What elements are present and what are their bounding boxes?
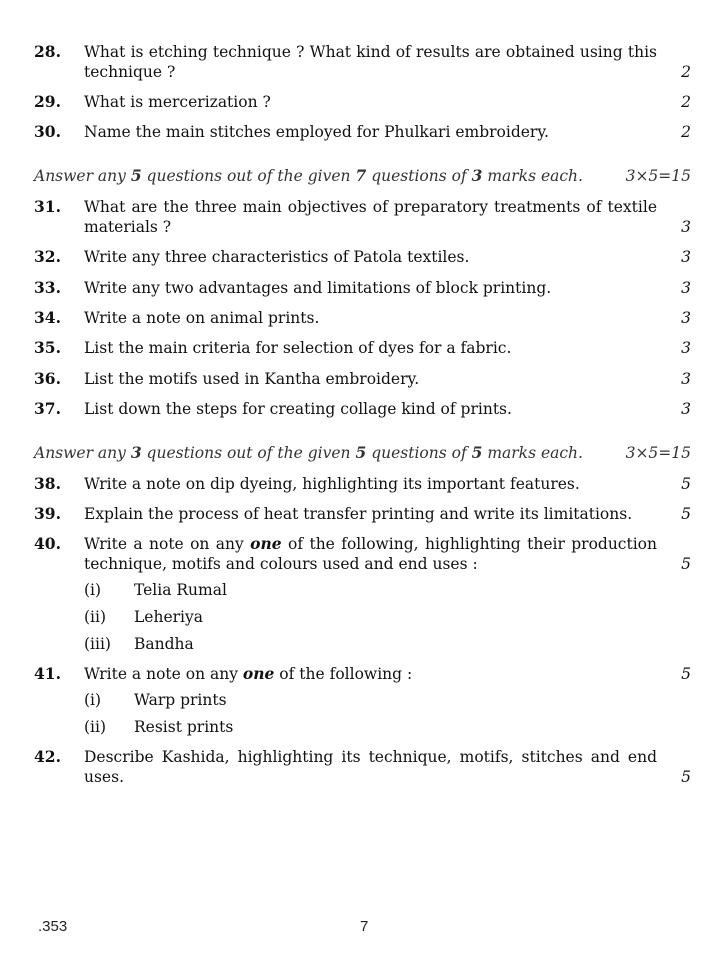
question-number: 39. <box>34 504 61 523</box>
question-marks: 5 <box>681 475 691 493</box>
question-text: Write any two advantages and limitations of block printing. <box>84 279 552 297</box>
question-number: 41. <box>34 664 61 683</box>
question-42 <box>34 747 691 787</box>
option-label: (iii) <box>84 635 111 653</box>
question-number: 34. <box>34 308 61 327</box>
option-text: Warp prints <box>134 691 227 709</box>
question-number: 29. <box>34 92 61 111</box>
question-number: 28. <box>34 42 61 61</box>
question-number: 31. <box>34 197 61 216</box>
paper-code: .353 <box>38 918 68 935</box>
question-37 <box>34 399 691 419</box>
question-marks: 3 <box>681 339 691 357</box>
question-33 <box>34 278 691 298</box>
question-38 <box>34 474 691 494</box>
instruction-text: Answer any 3 questions out of the given 5 questions of 5 marks each. <box>34 443 583 462</box>
question-text: Write a note on any one of the following, highlighting their production technique, motifs and colours used and end uses : <box>84 534 657 573</box>
question-40 <box>34 534 691 574</box>
question-text: Describe Kashida, highlighting its technique, motifs, stitches and end uses. <box>84 748 657 786</box>
question-marks: 2 <box>681 123 691 141</box>
option-label: (i) <box>84 581 102 599</box>
question-number: 33. <box>34 278 61 297</box>
question-text: List the motifs used in Kantha embroidery. <box>84 370 420 388</box>
question-text: Name the main stitches employed for Phulkari embroidery. <box>84 123 549 141</box>
question-35 <box>34 338 691 358</box>
option-label: (i) <box>84 691 102 709</box>
question-number: 38. <box>34 474 61 493</box>
section-marks: 3×5=15 <box>625 444 691 462</box>
question-marks: 5 <box>681 768 691 786</box>
question-41 <box>34 664 691 684</box>
question-number: 35. <box>34 338 61 357</box>
question-number: 37. <box>34 399 61 418</box>
question-marks: 5 <box>681 665 691 683</box>
question-marks: 3 <box>681 370 691 388</box>
question-marks: 2 <box>681 93 691 111</box>
question-number: 36. <box>34 369 61 388</box>
question-36 <box>34 369 691 389</box>
question-30 <box>34 122 691 142</box>
page-number: 7 <box>360 918 369 935</box>
instruction-text: Answer any 5 questions out of the given 7 questions of 3 marks each. <box>34 166 583 185</box>
option-label: (ii) <box>84 608 107 626</box>
option-text: Resist prints <box>134 718 234 736</box>
question-marks: 3 <box>681 309 691 327</box>
question-text: Write a note on animal prints. <box>84 309 320 327</box>
question-text: What is mercerization ? <box>84 93 271 111</box>
question-number: 40. <box>34 534 61 553</box>
question-28 <box>34 42 691 82</box>
question-text: Explain the process of heat transfer printing and write its limitations. <box>84 505 633 523</box>
question-text: What is etching technique ? What kind of results are obtained using this technique ? <box>84 43 657 81</box>
question-marks: 3 <box>681 400 691 418</box>
question-text: List down the steps for creating collage kind of prints. <box>84 400 512 418</box>
question-number: 42. <box>34 747 61 766</box>
section-instruction <box>34 166 691 186</box>
question-text: Write a note on any one of the following : <box>84 664 413 683</box>
question-marks: 3 <box>681 279 691 297</box>
option-text: Telia Rumal <box>134 581 227 599</box>
question-39 <box>34 504 691 524</box>
question-marks: 5 <box>681 555 691 573</box>
question-text: Write a note on dip dyeing, highlighting its important features. <box>84 475 580 493</box>
option-text: Leheriya <box>134 608 203 626</box>
section-marks: 3×5=15 <box>625 167 691 185</box>
question-34 <box>34 308 691 328</box>
question-marks: 5 <box>681 505 691 523</box>
question-text: What are the three main objectives of preparatory treatments of textile materials ? <box>84 198 657 236</box>
option-text: Bandha <box>134 635 194 653</box>
question-number: 32. <box>34 247 61 266</box>
question-29 <box>34 92 691 112</box>
question-32 <box>34 247 691 267</box>
section-instruction <box>34 443 691 463</box>
question-marks: 3 <box>681 218 691 236</box>
question-number: 30. <box>34 122 61 141</box>
question-text: Write any three characteristics of Patola textiles. <box>84 248 470 266</box>
option-label: (ii) <box>84 718 107 736</box>
question-text: List the main criteria for selection of dyes for a fabric. <box>84 339 512 357</box>
question-31 <box>34 197 691 237</box>
question-marks: 3 <box>681 248 691 266</box>
question-marks: 2 <box>681 63 691 81</box>
